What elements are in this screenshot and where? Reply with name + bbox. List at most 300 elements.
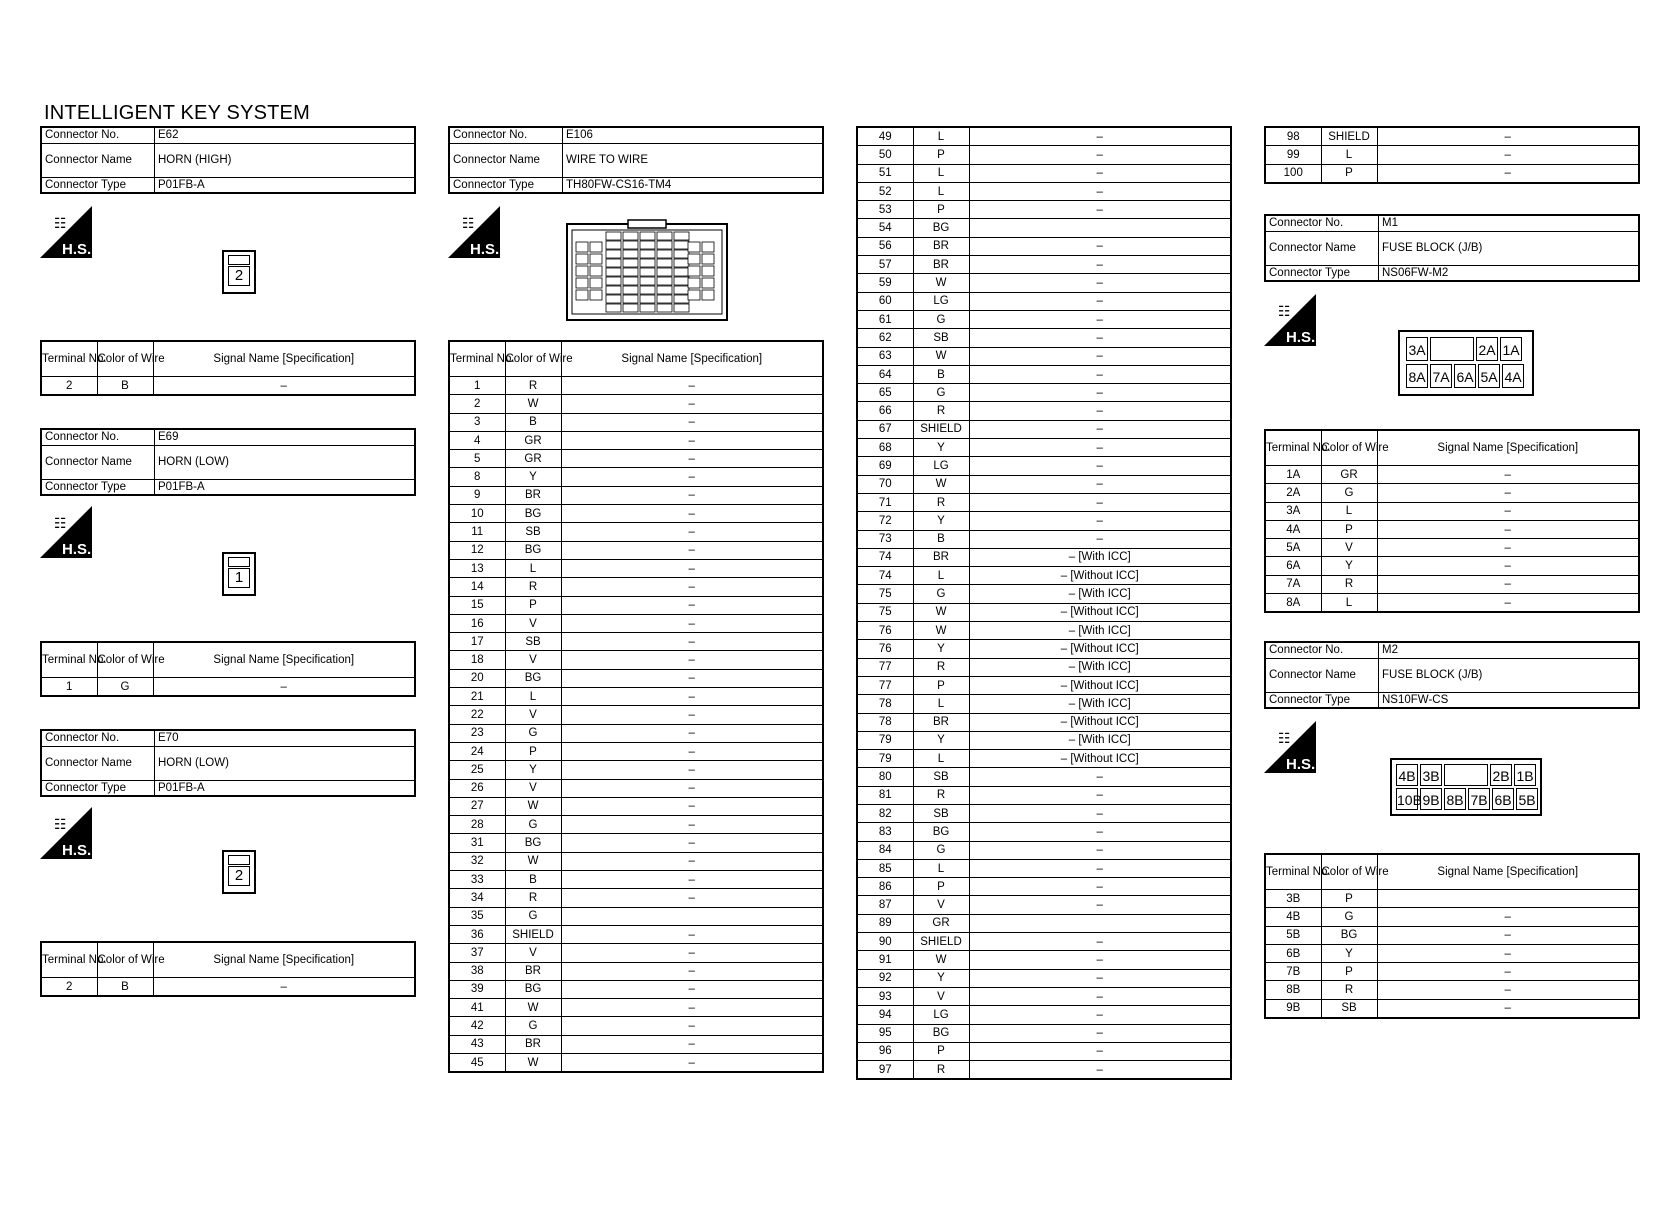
table-row	[449, 395, 823, 413]
signal-name-cell: –	[969, 1024, 1231, 1042]
connector-face-e106	[566, 220, 728, 322]
table-row	[449, 834, 823, 852]
header-color-of-wire: Color of Wire	[97, 942, 153, 978]
terminal-table-e106-continued-2	[1264, 126, 1640, 184]
terminal-no-cell: 65	[857, 384, 913, 402]
signal-name-cell: –	[561, 578, 823, 596]
pin-cavity	[657, 241, 672, 249]
signal-name-cell	[969, 219, 1231, 237]
terminal-table-e70	[40, 941, 416, 997]
signal-name-cell: –	[969, 256, 1231, 274]
wire-color-cell: P	[913, 676, 969, 694]
pin-label: 2	[228, 266, 250, 286]
signal-name-cell: –	[561, 980, 823, 998]
pin-cavity	[702, 242, 714, 252]
pin-cavity	[623, 295, 638, 303]
pin-label: 1	[228, 568, 250, 588]
table-row	[857, 219, 1231, 237]
terminal-no-cell: 6A	[1265, 557, 1321, 575]
signal-name-cell: –	[561, 871, 823, 889]
terminal-no-cell: 4	[449, 431, 505, 449]
signal-name-cell: –	[969, 859, 1231, 877]
table-row	[41, 377, 415, 396]
signal-name-cell: –	[969, 1006, 1231, 1024]
pin-cavity: 9B	[1420, 788, 1442, 810]
wire-color-cell: L	[505, 688, 561, 706]
label: Connector Name	[41, 445, 155, 479]
signal-name-cell: –	[969, 146, 1231, 164]
wire-color-cell: G	[505, 724, 561, 742]
signal-name-cell: –	[969, 310, 1231, 328]
connector-type: P01FB-A	[155, 177, 416, 193]
signal-name-cell: –	[561, 797, 823, 815]
wire-color-cell: W	[505, 797, 561, 815]
signal-name-cell: –	[561, 651, 823, 669]
wire-color-cell: W	[913, 622, 969, 640]
pin-cavity: 3B	[1420, 764, 1442, 786]
signal-name-cell: –	[561, 962, 823, 980]
pin-cavity	[576, 254, 588, 264]
label: Connector No.	[1265, 642, 1379, 658]
signal-name-cell: – [Without ICC]	[969, 640, 1231, 658]
connector-type: TH80FW-CS16-TM4	[563, 177, 824, 193]
pin-cavity: 5A	[1478, 364, 1500, 388]
wire-color-cell: R	[913, 658, 969, 676]
terminal-no-cell: 11	[449, 523, 505, 541]
terminal-no-cell: 38	[449, 962, 505, 980]
label: Connector No.	[1265, 215, 1379, 231]
svg-text:☷: ☷	[462, 216, 475, 232]
wire-color-cell: L	[913, 182, 969, 200]
signal-name-cell: –	[969, 127, 1231, 146]
harness-side-icon	[1264, 721, 1316, 773]
pin-cavity	[657, 286, 672, 294]
terminal-table-e69	[40, 641, 416, 697]
pin-cavity	[688, 290, 700, 300]
pin-cavity	[606, 241, 621, 249]
pin-cavity	[590, 266, 602, 276]
label: Connector Type	[41, 479, 155, 495]
signal-name-cell: –	[969, 969, 1231, 987]
wire-color-cell: P	[505, 596, 561, 614]
pin-cavity: 6A	[1454, 364, 1476, 388]
wire-color-cell: W	[913, 951, 969, 969]
wire-color-cell: Y	[913, 731, 969, 749]
wire-color-cell: LG	[913, 1006, 969, 1024]
pin-cavity	[674, 286, 689, 294]
terminal-no-cell: 9B	[1265, 999, 1321, 1018]
wire-color-cell: L	[1321, 594, 1377, 613]
signal-name-cell: – [Without ICC]	[969, 713, 1231, 731]
pin-cavity	[623, 304, 638, 312]
label: Connector No.	[41, 730, 155, 746]
signal-name-cell: –	[1377, 999, 1639, 1018]
signal-name-cell: –	[1377, 539, 1639, 557]
wire-color-cell: GR	[505, 450, 561, 468]
table-row	[857, 731, 1231, 749]
header-color-of-wire: Color of Wire	[1321, 430, 1377, 466]
wire-color-cell: BR	[913, 237, 969, 255]
signal-name-cell: –	[969, 786, 1231, 804]
wire-color-cell: GR	[505, 431, 561, 449]
wire-color-cell: BG	[505, 980, 561, 998]
pin-cavity	[623, 241, 638, 249]
pin-cavity	[657, 232, 672, 240]
terminal-no-cell: 45	[449, 1053, 505, 1072]
pin-cavity	[576, 266, 588, 276]
terminal-no-cell: 90	[857, 933, 913, 951]
terminal-no-cell: 21	[449, 688, 505, 706]
signal-name-cell: –	[1377, 963, 1639, 981]
signal-name-cell: –	[969, 274, 1231, 292]
terminal-no-cell: 76	[857, 622, 913, 640]
svg-text:H.S.: H.S.	[1286, 329, 1316, 346]
table-row	[449, 779, 823, 797]
table-row	[857, 768, 1231, 786]
wire-color-cell: V	[913, 896, 969, 914]
table-row	[1265, 557, 1639, 575]
signal-name-cell	[561, 907, 823, 925]
terminal-no-cell: 93	[857, 987, 913, 1005]
table-row	[857, 237, 1231, 255]
terminal-no-cell: 26	[449, 779, 505, 797]
table-row	[449, 450, 823, 468]
table-row	[1265, 908, 1639, 926]
signal-name-cell: –	[1377, 466, 1639, 484]
table-row	[857, 512, 1231, 530]
wire-color-cell: BR	[505, 486, 561, 504]
terminal-no-cell: 94	[857, 1006, 913, 1024]
wire-color-cell: V	[505, 651, 561, 669]
svg-text:☷: ☷	[54, 216, 67, 232]
signal-name-cell: –	[561, 523, 823, 541]
table-row	[449, 816, 823, 834]
terminal-no-cell: 39	[449, 980, 505, 998]
signal-name-cell: –	[561, 925, 823, 943]
table-row	[857, 676, 1231, 694]
signal-name-cell: –	[969, 530, 1231, 548]
terminal-no-cell: 51	[857, 164, 913, 182]
terminal-no-cell: 49	[857, 127, 913, 146]
connector-name: HORN (HIGH)	[155, 143, 416, 177]
signal-name-cell: –	[1377, 981, 1639, 999]
wire-color-cell: P	[1321, 963, 1377, 981]
wire-color-cell: G	[1321, 484, 1377, 502]
terminal-no-cell: 2	[41, 377, 97, 396]
pin-cavity	[590, 254, 602, 264]
wire-color-cell: V	[505, 706, 561, 724]
table-row	[857, 567, 1231, 585]
table-row	[1265, 539, 1639, 557]
terminal-no-cell: 23	[449, 724, 505, 742]
signal-name-cell: –	[561, 669, 823, 687]
wire-color-cell: W	[505, 395, 561, 413]
terminal-no-cell: 76	[857, 640, 913, 658]
signal-name-cell: –	[969, 896, 1231, 914]
wire-color-cell: B	[505, 413, 561, 431]
wire-color-cell: BG	[913, 1024, 969, 1042]
wire-color-cell: SB	[505, 523, 561, 541]
table-row	[857, 475, 1231, 493]
table-row	[857, 146, 1231, 164]
signal-name-cell: –	[969, 457, 1231, 475]
pin-cavity	[657, 250, 672, 258]
terminal-no-cell: 69	[857, 457, 913, 475]
wire-color-cell: L	[505, 559, 561, 577]
table-row	[449, 962, 823, 980]
signal-name-cell: –	[969, 384, 1231, 402]
table-row	[449, 1053, 823, 1072]
signal-name-cell: – [Without ICC]	[969, 750, 1231, 768]
pin-cavity: 5B	[1516, 788, 1538, 810]
label: Connector Type	[41, 780, 155, 796]
label: Connector Name	[41, 746, 155, 780]
table-row	[857, 493, 1231, 511]
signal-name-cell: –	[969, 878, 1231, 896]
svg-text:H.S.: H.S.	[62, 842, 92, 859]
wire-color-cell: L	[913, 567, 969, 585]
connector-info-m2	[1264, 641, 1640, 709]
table-row	[857, 548, 1231, 566]
table-row	[857, 859, 1231, 877]
terminal-no-cell: 70	[857, 475, 913, 493]
signal-name-cell: – [With ICC]	[969, 695, 1231, 713]
terminal-no-cell: 10	[449, 505, 505, 523]
terminal-no-cell: 4A	[1265, 520, 1321, 538]
terminal-no-cell: 82	[857, 804, 913, 822]
wire-color-cell: SB	[1321, 999, 1377, 1018]
wire-color-cell: V	[913, 987, 969, 1005]
signal-name-cell: –	[969, 475, 1231, 493]
wire-color-cell: P	[913, 146, 969, 164]
table-row	[449, 596, 823, 614]
terminal-no-cell: 89	[857, 914, 913, 932]
wire-color-cell: W	[505, 999, 561, 1017]
table-row	[857, 201, 1231, 219]
table-row	[449, 871, 823, 889]
pin-cavity	[702, 254, 714, 264]
signal-name-cell: –	[969, 237, 1231, 255]
terminal-no-cell: 5	[449, 450, 505, 468]
terminal-no-cell: 100	[1265, 164, 1321, 183]
signal-name-cell: –	[1377, 594, 1639, 613]
pin-cavity	[674, 250, 689, 258]
svg-text:☷: ☷	[1278, 731, 1291, 747]
terminal-no-cell: 2A	[1265, 484, 1321, 502]
wire-color-cell: P	[505, 742, 561, 760]
wire-color-cell: BG	[913, 823, 969, 841]
terminal-no-cell: 50	[857, 146, 913, 164]
label: Connector Type	[41, 177, 155, 193]
terminal-no-cell: 95	[857, 1024, 913, 1042]
table-row	[1265, 127, 1639, 146]
terminal-no-cell: 62	[857, 329, 913, 347]
table-row	[449, 669, 823, 687]
table-row	[857, 750, 1231, 768]
header-terminal-no: Terminal No.	[449, 341, 505, 377]
signal-name-cell: –	[561, 1017, 823, 1035]
pin-cavity	[590, 278, 602, 288]
wire-color-cell: G	[913, 384, 969, 402]
table-row	[449, 925, 823, 943]
terminal-no-cell: 96	[857, 1042, 913, 1060]
header-terminal-no: Terminal No.	[41, 341, 97, 377]
terminal-no-cell: 3	[449, 413, 505, 431]
table-row	[857, 127, 1231, 146]
header-signal-name: Signal Name [Specification]	[153, 341, 415, 377]
table-row	[449, 944, 823, 962]
terminal-no-cell: 78	[857, 695, 913, 713]
pin-cavity	[640, 241, 655, 249]
header-signal-name: Signal Name [Specification]	[1377, 854, 1639, 890]
pin-cavity	[688, 242, 700, 252]
terminal-no-cell: 1A	[1265, 466, 1321, 484]
terminal-no-cell: 54	[857, 219, 913, 237]
label: Connector Name	[449, 143, 563, 177]
signal-name-cell: –	[969, 347, 1231, 365]
table-row	[1265, 926, 1639, 944]
wire-color-cell: R	[505, 578, 561, 596]
pin-cavity	[623, 250, 638, 258]
svg-text:☷: ☷	[54, 817, 67, 833]
connector-name: HORN (LOW)	[155, 445, 416, 479]
signal-name-cell: –	[561, 614, 823, 632]
pin-cavity	[657, 277, 672, 285]
pin-cavity	[623, 268, 638, 276]
terminal-no-cell: 92	[857, 969, 913, 987]
signal-name-cell	[1377, 890, 1639, 908]
svg-text:H.S.: H.S.	[1286, 756, 1316, 773]
label: Connector Name	[1265, 231, 1379, 265]
terminal-no-cell: 13	[449, 559, 505, 577]
terminal-table-m2	[1264, 853, 1640, 1019]
wire-color-cell: Y	[913, 512, 969, 530]
signal-name-cell: –	[153, 678, 415, 697]
table-row	[857, 695, 1231, 713]
terminal-no-cell: 80	[857, 768, 913, 786]
label: Connector No.	[449, 127, 563, 143]
signal-name-cell: –	[561, 724, 823, 742]
wire-color-cell: B	[97, 978, 153, 997]
pin-cavity: 7A	[1430, 364, 1452, 388]
wire-color-cell: L	[913, 695, 969, 713]
terminal-no-cell: 43	[449, 1035, 505, 1053]
signal-name-cell: – [With ICC]	[969, 585, 1231, 603]
pin-cavity: 6B	[1492, 788, 1514, 810]
terminal-no-cell: 2	[41, 978, 97, 997]
terminal-no-cell: 15	[449, 596, 505, 614]
wire-color-cell: G	[97, 678, 153, 697]
wire-color-cell: LG	[913, 457, 969, 475]
table-row	[41, 978, 415, 997]
terminal-no-cell: 25	[449, 761, 505, 779]
terminal-no-cell: 6B	[1265, 944, 1321, 962]
connector-no: E106	[563, 127, 824, 143]
terminal-no-cell: 9	[449, 486, 505, 504]
pin-cavity	[674, 259, 689, 267]
table-row	[857, 292, 1231, 310]
table-row	[857, 622, 1231, 640]
table-row	[857, 914, 1231, 932]
table-row	[857, 823, 1231, 841]
wire-color-cell: B	[97, 377, 153, 396]
header-signal-name: Signal Name [Specification]	[153, 642, 415, 678]
signal-name-cell: –	[561, 761, 823, 779]
wire-color-cell: BR	[913, 548, 969, 566]
table-row	[449, 980, 823, 998]
signal-name-cell: –	[969, 768, 1231, 786]
wire-color-cell: V	[505, 779, 561, 797]
signal-name-cell: –	[969, 439, 1231, 457]
wire-color-cell: BR	[913, 713, 969, 731]
harness-side-icon	[40, 506, 92, 558]
signal-name-cell: –	[561, 706, 823, 724]
wire-color-cell: G	[1321, 908, 1377, 926]
terminal-no-cell: 16	[449, 614, 505, 632]
wire-color-cell: R	[505, 377, 561, 395]
terminal-no-cell: 5B	[1265, 926, 1321, 944]
terminal-no-cell: 1	[449, 377, 505, 395]
table-row	[857, 786, 1231, 804]
terminal-table-e62	[40, 340, 416, 396]
terminal-no-cell: 85	[857, 859, 913, 877]
table-row	[449, 541, 823, 559]
table-row	[857, 402, 1231, 420]
signal-name-cell	[969, 914, 1231, 932]
terminal-no-cell: 81	[857, 786, 913, 804]
wire-color-cell: BR	[913, 256, 969, 274]
table-row	[1265, 999, 1639, 1018]
terminal-no-cell: 75	[857, 603, 913, 621]
pin-cavity	[576, 242, 588, 252]
wire-color-cell: W	[913, 347, 969, 365]
signal-name-cell: –	[1377, 146, 1639, 164]
pin-cavity	[590, 290, 602, 300]
terminal-no-cell: 68	[857, 439, 913, 457]
wire-color-cell: Y	[913, 640, 969, 658]
table-row	[857, 256, 1231, 274]
table-row	[1265, 981, 1639, 999]
terminal-no-cell: 91	[857, 951, 913, 969]
connector-info-e62	[40, 126, 416, 194]
wire-color-cell: LG	[913, 292, 969, 310]
connector-name: FUSE BLOCK (J/B)	[1379, 231, 1640, 265]
signal-name-cell: –	[969, 164, 1231, 182]
signal-name-cell: –	[969, 1061, 1231, 1080]
table-row	[857, 1024, 1231, 1042]
connector-face-e62	[222, 250, 256, 294]
signal-name-cell: – [With ICC]	[969, 548, 1231, 566]
label: Connector Name	[1265, 658, 1379, 692]
table-row	[857, 603, 1231, 621]
table-row	[857, 384, 1231, 402]
pin-cavity	[657, 295, 672, 303]
signal-name-cell: –	[561, 816, 823, 834]
terminal-no-cell: 35	[449, 907, 505, 925]
terminal-no-cell: 2	[449, 395, 505, 413]
pin-cavity	[576, 278, 588, 288]
table-row	[449, 468, 823, 486]
signal-name-cell: –	[969, 823, 1231, 841]
connector-type: P01FB-A	[155, 479, 416, 495]
table-row	[857, 878, 1231, 896]
terminal-no-cell: 72	[857, 512, 913, 530]
header-color-of-wire: Color of Wire	[97, 642, 153, 678]
wire-color-cell: R	[1321, 981, 1377, 999]
wire-color-cell: BG	[505, 541, 561, 559]
pin-cavity: 1B	[1514, 764, 1536, 786]
wire-color-cell: SB	[913, 329, 969, 347]
